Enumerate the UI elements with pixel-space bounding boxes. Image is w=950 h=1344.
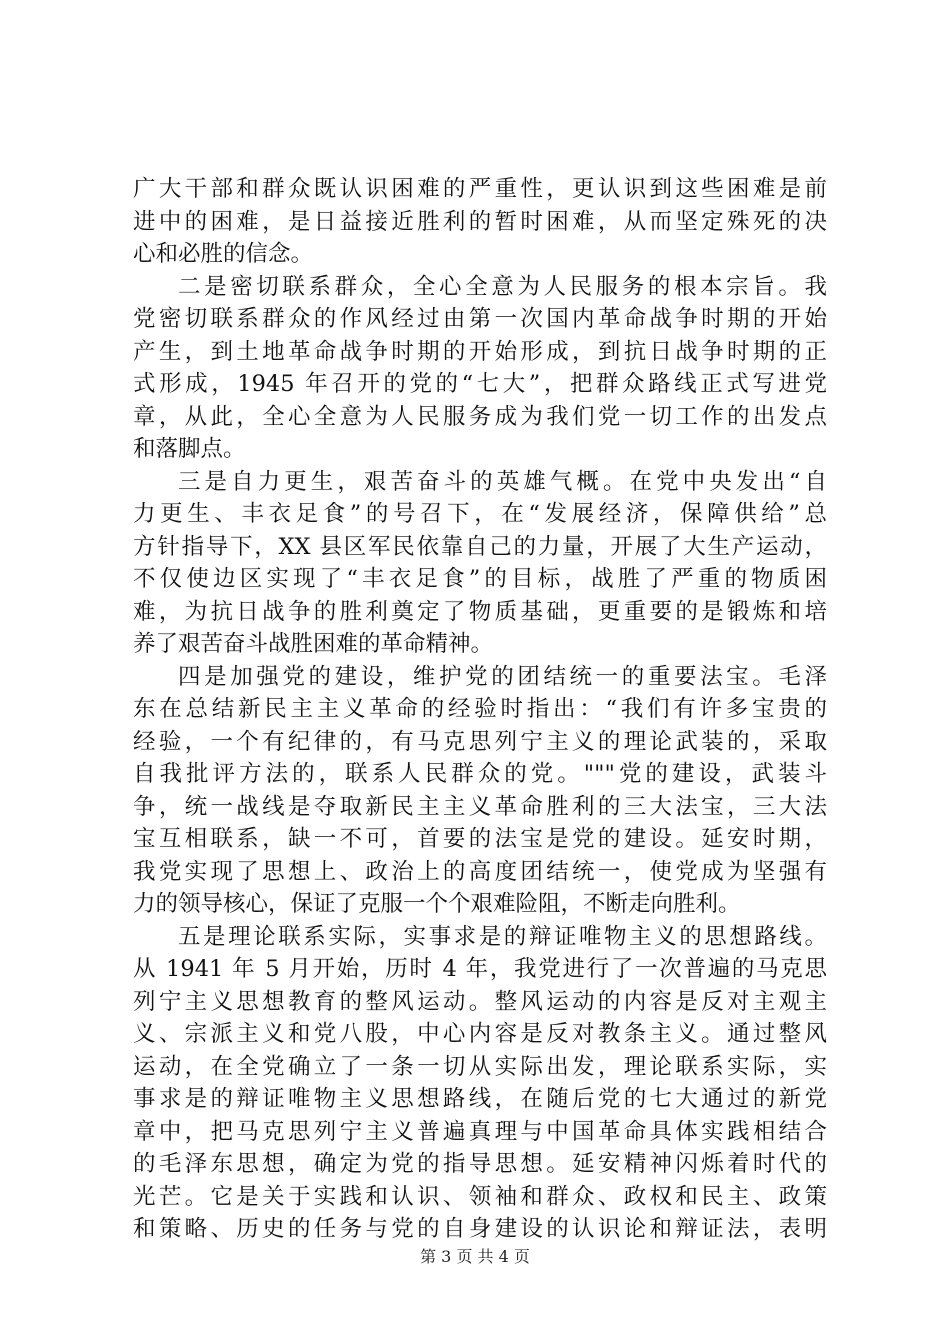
text-line: 广大干部和群众既认识困难的严重性，更认识到这些困难是前 — [133, 176, 827, 202]
text-line: 党密切联系群众的作风经过由第一次国内革命战争时期的开始 — [133, 306, 827, 332]
text-line: 事求是的辩证唯物主义思想路线，在随后党的七大通过的新党 — [133, 1086, 827, 1112]
text-line: 列宁主义思想教育的整风运动。整风运动的内容是反对主观主 — [133, 988, 827, 1015]
text-line: 不仅使边区实现了“丰衣足食”的目标，战胜了严重的物质困 — [133, 566, 827, 592]
text-line: 义、宗派主义和党八股，中心内容是反对教条主义。通过整风 — [133, 1021, 827, 1047]
text-line: 的毛泽东思想，确定为党的指导思想。延安精神闪烁着时代的 — [133, 1151, 827, 1177]
text-line: 章中，把马克思列宁主义普遍真理与中国革命具体实践相结合 — [133, 1118, 827, 1145]
text-line: 光芒。它是关于实践和认识、领袖和群众、政权和民主、政策 — [133, 1183, 827, 1210]
text-line: 四是加强党的建设，维护党的团结统一的重要法宝。毛泽 — [178, 663, 827, 690]
text-line: 式形成，1945 年召开的党的“七大”，把群众路线正式写进党 — [133, 371, 827, 397]
text-line: 和策略、历史的任务与党的自身建设的认识论和辩证法，表明 — [133, 1216, 827, 1242]
text-line: 自我批评方法的，联系人民群众的党。"""党的建设，武装斗 — [133, 761, 827, 787]
text-line: 运动，在全党确立了一条一切从实际出发，理论联系实际，实 — [133, 1053, 827, 1080]
text-line: 五是理论联系实际，实事求是的辩证唯物主义的思想路线。 — [178, 923, 827, 950]
text-line: 产生，到土地革命战争时期的开始形成，到抗日战争时期的正 — [133, 338, 827, 365]
text-line: 从 1941 年 5 月开始，历时 4 年，我党进行了一次普遍的马克思 — [133, 956, 827, 982]
text-line: 争，统一战线是夺取新民主主义革命胜利的三大法宝，三大法 — [133, 793, 827, 820]
text-line: 力的领导核心，保证了克服一个个艰难险阻，不断走向胜利。 — [133, 891, 741, 917]
text-line: 三是自力更生，艰苦奋斗的英雄气概。在党中央发出“自 — [178, 468, 827, 495]
text-line: 东在总结新民主主义革命的经验时指出：“我们有许多宝贵的 — [133, 696, 827, 722]
text-line: 经验，一个有纪律的，有马克思列宁主义的理论武装的，采取 — [133, 728, 827, 755]
text-line: 力更生、丰衣足食”的号召下，在“发展经济，保障供给”总 — [133, 501, 827, 527]
text-line: 进中的困难，是日益接近胜利的暂时困难，从而坚定殊死的决 — [133, 208, 827, 235]
text-line: 难，为抗日战争的胜利奠定了物质基础，更重要的是锻炼和培 — [133, 598, 827, 625]
text-line: 和落脚点。 — [133, 436, 246, 462]
text-line: 章，从此，全心全意为人民服务成为我们党一切工作的出发点 — [133, 403, 827, 430]
text-line: 我党实现了思想上、政治上的高度团结统一，使党成为坚强有 — [133, 858, 827, 885]
text-line: 方针指导下，XX 县区军民依靠自己的力量，开展了大生产运动， — [133, 533, 827, 560]
document-body — [133, 173, 827, 1246]
text-line: 二是密切联系群众，全心全意为人民服务的根本宗旨。我 — [178, 273, 827, 300]
text-line: 养了艰苦奋斗战胜困难的革命精神。 — [133, 631, 494, 657]
page-footer: 第 3 页 共 4 页 — [420, 1247, 530, 1266]
text-line: 心和必胜的信念。 — [133, 241, 314, 267]
text-line: 宝互相联系，缺一不可，首要的法宝是党的建设。延安时期， — [133, 826, 827, 852]
